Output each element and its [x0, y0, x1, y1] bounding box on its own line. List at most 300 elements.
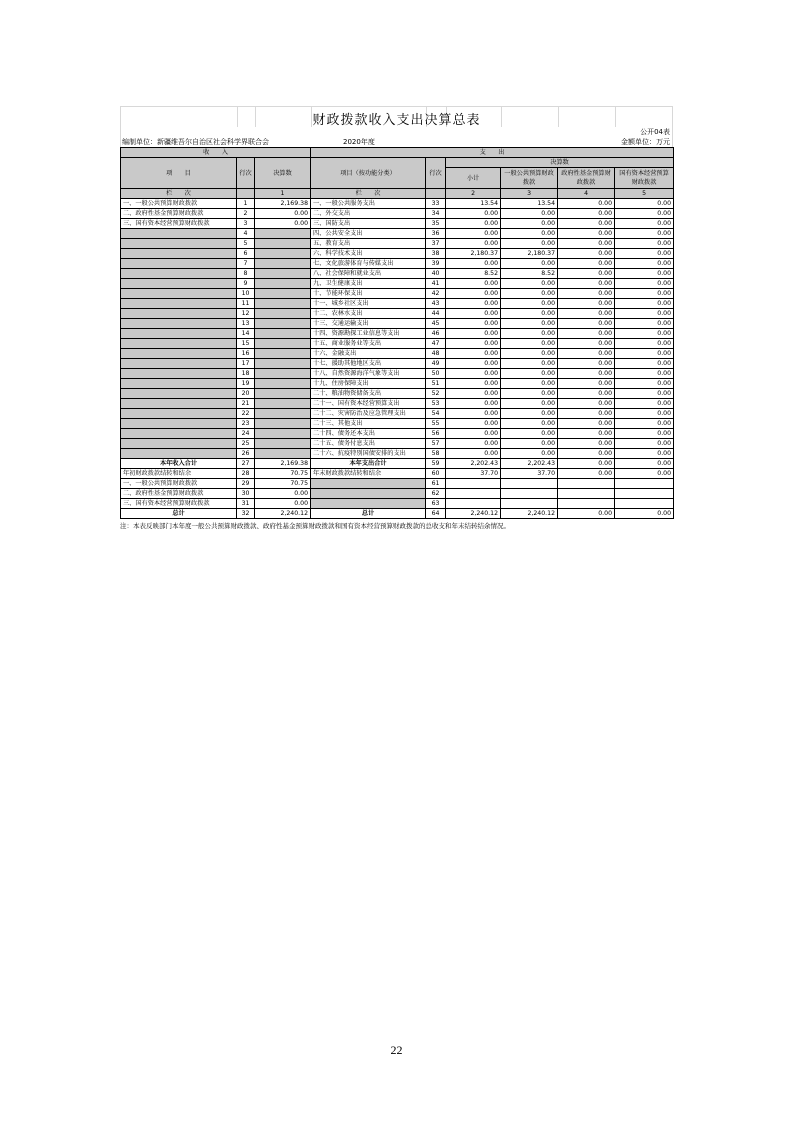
income-row-no: 23 [237, 419, 255, 429]
expense-item: 九、卫生健康支出 [311, 279, 426, 289]
income-amount [255, 249, 311, 259]
table-row [121, 389, 674, 399]
expense-item: 十二、农林水支出 [311, 309, 426, 319]
income-row-no: 21 [237, 399, 255, 409]
table-row [121, 299, 674, 309]
carry-out-state-capital: 0.00 [615, 469, 674, 479]
table-row [121, 419, 674, 429]
grand-total-no-right: 64 [426, 509, 446, 519]
table-row [121, 309, 674, 319]
expense-item: 二十二、灾害防治及应急管理支出 [311, 409, 426, 419]
income-amount: 0.00 [255, 219, 311, 229]
amount-unit: 金额单位：万元 [621, 138, 670, 146]
expense-gov-fund: 0.00 [558, 399, 615, 409]
expense-state-capital: 0.00 [615, 289, 674, 299]
table-row [121, 319, 674, 329]
expense-state-capital: 0.00 [615, 409, 674, 419]
expense-item: 二十三、其他支出 [311, 419, 426, 429]
income-row-no: 16 [237, 349, 255, 359]
expense-state-capital: 0.00 [615, 429, 674, 439]
expense-row-no: 50 [426, 369, 446, 379]
expense-state-capital: 0.00 [615, 279, 674, 289]
expense-general-budget: 2,180.37 [501, 249, 558, 259]
sheet [120, 106, 673, 530]
expense-state-capital: 0.00 [615, 299, 674, 309]
expense-item: 十五、商业服务业等支出 [311, 339, 426, 349]
grand-total-amount-left: 2,240.12 [255, 509, 311, 519]
header-row-1 [121, 148, 674, 158]
expense-gov-fund: 0.00 [558, 429, 615, 439]
expense-general-budget: 0.00 [501, 259, 558, 269]
table-row [121, 199, 674, 209]
income-row-no: 4 [237, 229, 255, 239]
income-item [121, 229, 237, 239]
carry-in-label: 年初财政拨款结转和结余 [121, 469, 237, 479]
income-row-no: 5 [237, 239, 255, 249]
income-item [121, 259, 237, 269]
grand-total-no-left: 32 [237, 509, 255, 519]
expense-item: 十、节能环保支出 [311, 289, 426, 299]
table-row [121, 329, 674, 339]
expense-subtotal: 0.00 [446, 239, 501, 249]
expense-subtotal: 0.00 [446, 359, 501, 369]
expense-total-state-capital: 0.00 [615, 459, 674, 469]
expense-total-gov-fund: 0.00 [558, 459, 615, 469]
expense-state-capital: 0.00 [615, 399, 674, 409]
income-amount [255, 319, 311, 329]
expense-row-no: 58 [426, 449, 446, 459]
income-amount [255, 229, 311, 239]
income-item [121, 239, 237, 249]
expense-state-capital: 0.00 [615, 419, 674, 429]
income-item [121, 399, 237, 409]
expense-row-no: 42 [426, 289, 446, 299]
expense-state-capital: 0.00 [615, 239, 674, 249]
table-row [121, 249, 674, 259]
expense-general-budget: 0.00 [501, 209, 558, 219]
subtotal-header: 小计 [446, 168, 501, 189]
income-amount [255, 329, 311, 339]
grand-total-row [121, 509, 674, 519]
income-amount [255, 309, 311, 319]
expense-item: 一、一般公共服务支出 [311, 199, 426, 209]
income-header: 收 入 [121, 148, 311, 158]
expense-gov-fund: 0.00 [558, 269, 615, 279]
expense-subtotal: 0.00 [446, 349, 501, 359]
income-amount [255, 269, 311, 279]
income-row-no: 7 [237, 259, 255, 269]
carry-in-no: 28 [237, 469, 255, 479]
col-index-1: 1 [255, 189, 311, 199]
expense-subtotal: 8.52 [446, 269, 501, 279]
carry-out-label: 年末财政拨款结转和结余 [311, 469, 426, 479]
income-row-no: 26 [237, 449, 255, 459]
expense-state-capital: 0.00 [615, 369, 674, 379]
expense-state-capital: 0.00 [615, 439, 674, 449]
expense-general-budget: 0.00 [501, 339, 558, 349]
income-amount [255, 259, 311, 269]
expense-row-no: 41 [426, 279, 446, 289]
expense-item: 二十四、债务还本支出 [311, 429, 426, 439]
expense-state-capital: 0.00 [615, 389, 674, 399]
expense-gov-fund: 0.00 [558, 379, 615, 389]
expense-row-no: 35 [426, 219, 446, 229]
table-row [121, 409, 674, 419]
expense-general-budget: 0.00 [501, 279, 558, 289]
table-row [121, 289, 674, 299]
income-row-no: 1 [237, 199, 255, 209]
expense-gov-fund: 0.00 [558, 439, 615, 449]
expense-general-budget: 0.00 [501, 309, 558, 319]
expense-general-budget: 0.00 [501, 439, 558, 449]
sub-row-no: 31 [237, 499, 255, 509]
expense-item: 二十五、债务付息支出 [311, 439, 426, 449]
sub-row [121, 479, 674, 489]
expense-subtotal: 0.00 [446, 299, 501, 309]
table-row [121, 449, 674, 459]
general-budget-header: 一般公共预算财政拨款 [501, 168, 558, 189]
expense-general-budget: 8.52 [501, 269, 558, 279]
expense-state-capital: 0.00 [615, 329, 674, 339]
income-row-no: 14 [237, 329, 255, 339]
expense-gov-fund: 0.00 [558, 259, 615, 269]
table-row [121, 279, 674, 289]
sub-item: 二、政府性基金预算财政拨款 [121, 489, 237, 499]
sub-row-no: 29 [237, 479, 255, 489]
expense-item: 十八、自然资源海洋气象等支出 [311, 369, 426, 379]
table-row [121, 239, 674, 249]
expense-item: 四、公共安全支出 [311, 229, 426, 239]
income-row-no: 15 [237, 339, 255, 349]
expense-subtotal: 0.00 [446, 399, 501, 409]
income-amount [255, 409, 311, 419]
income-item [121, 309, 237, 319]
expense-gov-fund: 0.00 [558, 309, 615, 319]
expense-item: 八、社会保障和就业支出 [311, 269, 426, 279]
income-item [121, 269, 237, 279]
table-row [121, 439, 674, 449]
expense-subtotal: 0.00 [446, 449, 501, 459]
carry-row [121, 469, 674, 479]
expense-row-no: 53 [426, 399, 446, 409]
expense-subtotal: 0.00 [446, 339, 501, 349]
income-row-no: 8 [237, 269, 255, 279]
income-amount [255, 369, 311, 379]
expense-row-no: 44 [426, 309, 446, 319]
income-item [121, 329, 237, 339]
income-item [121, 369, 237, 379]
expense-gov-fund: 0.00 [558, 199, 615, 209]
table-row [121, 269, 674, 279]
sub-row [121, 499, 674, 509]
income-total-no: 27 [237, 459, 255, 469]
income-item [121, 419, 237, 429]
income-item: 二、政府性基金预算财政拨款 [121, 209, 237, 219]
income-amount [255, 359, 311, 369]
expense-row-no: 39 [426, 259, 446, 269]
expense-general-budget: 0.00 [501, 429, 558, 439]
income-amount [255, 279, 311, 289]
income-item [121, 289, 237, 299]
income-amount [255, 449, 311, 459]
income-item [121, 349, 237, 359]
income-item [121, 379, 237, 389]
income-row-no: 22 [237, 409, 255, 419]
gov-fund-header: 政府性基金预算财政拨款 [558, 168, 615, 189]
income-row-no: 11 [237, 299, 255, 309]
expense-gov-fund: 0.00 [558, 419, 615, 429]
table-row [121, 369, 674, 379]
income-amount [255, 389, 311, 399]
income-row-no: 12 [237, 309, 255, 319]
expense-total-no: 59 [426, 459, 446, 469]
income-item [121, 439, 237, 449]
expense-gov-fund: 0.00 [558, 329, 615, 339]
table-body [121, 199, 674, 459]
expense-general-budget: 0.00 [501, 449, 558, 459]
expense-item: 十一、城乡社区支出 [311, 299, 426, 309]
budget-table [120, 147, 674, 519]
expense-item: 七、文化旅游体育与传媒支出 [311, 259, 426, 269]
header-row-2 [121, 158, 674, 168]
expense-total-subtotal: 2,202.43 [446, 459, 501, 469]
expense-item: 二十六、抗疫特别国债安排的支出 [311, 449, 426, 459]
income-amount: 0.00 [255, 209, 311, 219]
expense-general-budget: 0.00 [501, 379, 558, 389]
income-amount: 2,169.38 [255, 199, 311, 209]
year-label: 2020年度 [343, 138, 375, 146]
income-item [121, 339, 237, 349]
unit-label: 编制单位：新疆维吾尔自治区社会科学界联合会 [122, 138, 269, 146]
expense-row-no: 48 [426, 349, 446, 359]
expense-state-capital: 0.00 [615, 249, 674, 259]
expense-row-no: 45 [426, 319, 446, 329]
sub-row [121, 489, 674, 499]
expense-item: 十四、资源勘探工业信息等支出 [311, 329, 426, 339]
expense-subtotal: 0.00 [446, 219, 501, 229]
expense-row-no: 55 [426, 419, 446, 429]
expense-general-budget: 0.00 [501, 399, 558, 409]
carry-out-no: 60 [426, 469, 446, 479]
expense-state-capital: 0.00 [615, 259, 674, 269]
expense-general-budget: 0.00 [501, 389, 558, 399]
income-amount [255, 419, 311, 429]
expense-subtotal: 0.00 [446, 409, 501, 419]
income-item: 一、一般公共预算财政拨款 [121, 199, 237, 209]
title-row [120, 106, 673, 127]
col-label-right: 栏 次 [311, 189, 426, 199]
expense-subtotal: 0.00 [446, 309, 501, 319]
expense-item: 二十、粮油物资储备支出 [311, 389, 426, 399]
income-row-no: 6 [237, 249, 255, 259]
sub-row-no: 30 [237, 489, 255, 499]
income-item [121, 389, 237, 399]
income-item [121, 319, 237, 329]
expense-subtotal: 0.00 [446, 429, 501, 439]
expense-gov-fund: 0.00 [558, 249, 615, 259]
table-row [121, 209, 674, 219]
expense-item: 六、科学技术支出 [311, 249, 426, 259]
expense-subtotal: 0.00 [446, 329, 501, 339]
expense-item: 五、教育支出 [311, 239, 426, 249]
table-row [121, 219, 674, 229]
income-item [121, 249, 237, 259]
income-row-no: 9 [237, 279, 255, 289]
expense-subtotal: 0.00 [446, 389, 501, 399]
expense-general-budget: 0.00 [501, 349, 558, 359]
expense-gov-fund: 0.00 [558, 409, 615, 419]
table-title: 财政拨款收入支出决算总表 [312, 113, 481, 128]
income-amount [255, 379, 311, 389]
expense-gov-fund: 0.00 [558, 229, 615, 239]
income-item: 三、国有资本经营预算财政拨款 [121, 219, 237, 229]
income-item [121, 299, 237, 309]
expense-gov-fund: 0.00 [558, 209, 615, 219]
expense-item: 十九、住房保障支出 [311, 379, 426, 389]
column-index-row [121, 189, 674, 199]
carry-in-amount: 70.75 [255, 469, 311, 479]
state-capital-header: 国有资本经营预算财政拨款 [615, 168, 674, 189]
sub-amount: 70.75 [255, 479, 311, 489]
income-row-no: 20 [237, 389, 255, 399]
col-index-4: 4 [558, 189, 615, 199]
grand-total-label-left: 总计 [121, 509, 237, 519]
form-code: 公开04表 [640, 128, 670, 136]
income-item [121, 409, 237, 419]
col-index-5: 5 [615, 189, 674, 199]
expense-gov-fund: 0.00 [558, 239, 615, 249]
expense-general-budget: 0.00 [501, 409, 558, 419]
grand-total-state-capital: 0.00 [615, 509, 674, 519]
expense-row-no: 40 [426, 269, 446, 279]
income-total-label: 本年收入合计 [121, 459, 237, 469]
expense-row-no: 43 [426, 299, 446, 309]
row-no-header-right: 行次 [426, 158, 446, 189]
income-amount [255, 399, 311, 409]
expense-state-capital: 0.00 [615, 339, 674, 349]
item-func-header: 项目（按功能分类） [311, 158, 426, 189]
expense-state-capital: 0.00 [615, 269, 674, 279]
table-row [121, 359, 674, 369]
expense-gov-fund: 0.00 [558, 389, 615, 399]
grand-total-general: 2,240.12 [501, 509, 558, 519]
expense-general-budget: 0.00 [501, 369, 558, 379]
carry-out-subtotal: 37.70 [446, 469, 501, 479]
col-index-3: 3 [501, 189, 558, 199]
summary-body [121, 459, 674, 519]
expense-general-budget: 0.00 [501, 329, 558, 339]
expense-gov-fund: 0.00 [558, 319, 615, 329]
expense-row-no: 34 [426, 209, 446, 219]
expense-subtotal: 0.00 [446, 259, 501, 269]
income-row-no: 19 [237, 379, 255, 389]
income-amount [255, 439, 311, 449]
expense-row-no: 54 [426, 409, 446, 419]
expense-general-budget: 0.00 [501, 219, 558, 229]
expense-state-capital: 0.00 [615, 449, 674, 459]
expense-row-no: 33 [426, 199, 446, 209]
grand-total-subtotal: 2,240.12 [446, 509, 501, 519]
annual-total-row [121, 459, 674, 469]
sub-row-no-right: 63 [426, 499, 446, 509]
income-total-amount: 2,169.38 [255, 459, 311, 469]
expense-total-general: 2,202.43 [501, 459, 558, 469]
expense-general-budget: 13.54 [501, 199, 558, 209]
expense-item: 十三、交通运输支出 [311, 319, 426, 329]
sub-amount: 0.00 [255, 489, 311, 499]
sub-item: 一、一般公共预算财政拨款 [121, 479, 237, 489]
form-code-row [120, 127, 673, 137]
sub-row-no-right: 62 [426, 489, 446, 499]
row-no-header-left: 行次 [237, 158, 255, 189]
expense-row-no: 49 [426, 359, 446, 369]
income-item [121, 429, 237, 439]
carry-out-gov-fund: 0.00 [558, 469, 615, 479]
expense-subtotal: 0.00 [446, 419, 501, 429]
expense-row-no: 57 [426, 439, 446, 449]
income-row-no: 25 [237, 439, 255, 449]
expense-gov-fund: 0.00 [558, 349, 615, 359]
expense-general-budget: 0.00 [501, 299, 558, 309]
expense-row-no: 47 [426, 339, 446, 349]
expense-state-capital: 0.00 [615, 349, 674, 359]
income-row-no: 3 [237, 219, 255, 229]
table-row [121, 259, 674, 269]
expense-general-budget: 0.00 [501, 289, 558, 299]
expense-state-capital: 0.00 [615, 359, 674, 369]
expense-header: 支 出 [311, 148, 674, 158]
table-row [121, 379, 674, 389]
income-item [121, 449, 237, 459]
expense-general-budget: 0.00 [501, 229, 558, 239]
income-row-no: 10 [237, 289, 255, 299]
income-row-no: 13 [237, 319, 255, 329]
table-note: 注：本表反映部门本年度一般公共预算财政拨款、政府性基金预算财政拨款和国有资本经营预算财政拨款的总收支和年末结转结余情况。 [120, 522, 510, 530]
expense-subtotal: 0.00 [446, 209, 501, 219]
expense-subtotal: 13.54 [446, 199, 501, 209]
expense-gov-fund: 0.00 [558, 299, 615, 309]
carry-out-general: 37.70 [501, 469, 558, 479]
expense-state-capital: 0.00 [615, 309, 674, 319]
expense-item: 十七、援助其他地区支出 [311, 359, 426, 369]
expense-state-capital: 0.00 [615, 379, 674, 389]
expense-subtotal: 0.00 [446, 369, 501, 379]
expense-row-no: 51 [426, 379, 446, 389]
expense-subtotal: 0.00 [446, 379, 501, 389]
expense-row-no: 46 [426, 329, 446, 339]
expense-state-capital: 0.00 [615, 199, 674, 209]
expense-subtotal: 0.00 [446, 439, 501, 449]
expense-row-no: 38 [426, 249, 446, 259]
expense-subtotal: 0.00 [446, 289, 501, 299]
sub-row-no-right: 61 [426, 479, 446, 489]
unit-row [120, 137, 673, 147]
expense-row-no: 37 [426, 239, 446, 249]
income-amount [255, 239, 311, 249]
grand-total-gov-fund: 0.00 [558, 509, 615, 519]
expense-subtotal: 0.00 [446, 319, 501, 329]
expense-gov-fund: 0.00 [558, 359, 615, 369]
expense-row-no: 56 [426, 429, 446, 439]
col-label-left: 栏 次 [121, 189, 237, 199]
expense-state-capital: 0.00 [615, 319, 674, 329]
expense-general-budget: 0.00 [501, 359, 558, 369]
income-row-no: 17 [237, 359, 255, 369]
expense-general-budget: 0.00 [501, 419, 558, 429]
expense-state-capital: 0.00 [615, 209, 674, 219]
expense-subtotal: 0.00 [446, 279, 501, 289]
income-row-no: 18 [237, 369, 255, 379]
